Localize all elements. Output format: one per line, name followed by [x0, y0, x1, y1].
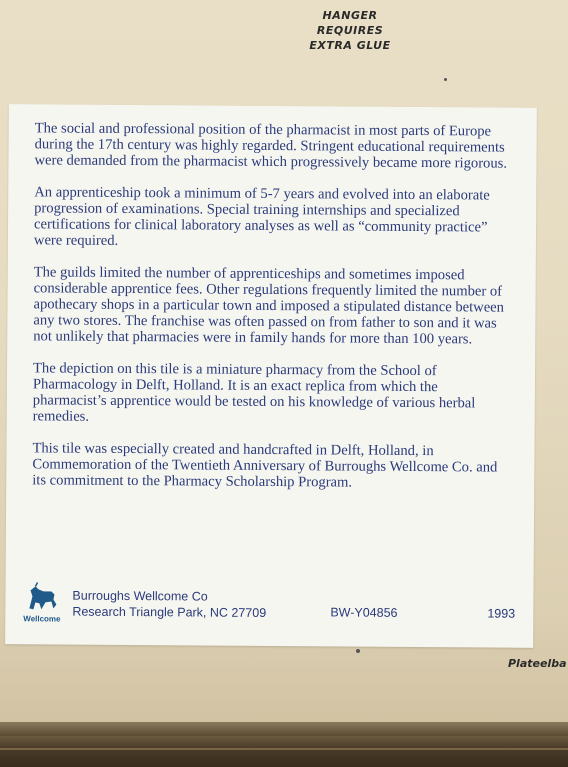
unicorn-icon: [23, 582, 63, 626]
card-footer: [5, 582, 533, 636]
info-card: [5, 104, 537, 648]
stamp-line-3: EXTRA GLUE: [309, 39, 391, 52]
paragraph-3: The guilds limited the number of apprenticeships and sometimes imposed considerable apprentice fees. Other regulations frequently limited the number of apothecary shops in a particular town and imposed a stipulated distance between any two stores. The franchise was often passed on from father to son and it was not unlikely that pharmacies were in family hands for more than 100 years.: [33, 264, 505, 348]
paragraph-2: An apprenticeship took a minimum of 5-7 years and evolved into an elaborate progression of examinations. Special training internships and specialized certifications for clinical laboratory analyses as well as “community practice” were required.: [33, 184, 490, 249]
wood-shelf: [0, 736, 568, 767]
paragraph-4: The depiction on this tile is a miniature pharmacy from the School of Pharmacology in Delft, Holland. It is an exact replica from which the pharmacist’s apprentice would be tested on his knowledge of various herbal remedies.: [32, 360, 476, 425]
stamp-line-1: HANGER: [322, 9, 378, 22]
card-body: [32, 120, 515, 507]
paragraph-5: This tile was especially created and handcrafted in Delft, Holland, in Commemoration of the Twentieth Anniversary of Burroughs Wellcome Co. and its commitment to the Pharmacy Scholarship Program.: [32, 440, 498, 491]
bottom-label: Plateelba: [508, 657, 567, 670]
company-block: [72, 588, 266, 621]
speck: [444, 78, 447, 81]
shelf-groove: [0, 748, 568, 750]
company-address: Research Triangle Park, NC 27709: [72, 604, 267, 620]
stamp-line-2: REQUIRES: [316, 24, 384, 37]
speck: [356, 649, 360, 653]
frame-edge: [0, 722, 568, 736]
paragraph-1: The social and professional position of the pharmacist in most parts of Europe during the 17th century was highly regarded. Stringent educational requirements were demanded from the pharmacist which progressively became more rigorous.: [34, 120, 508, 172]
product-code: BW-Y04856: [330, 605, 398, 620]
handwritten-stamp: [290, 8, 410, 53]
logo-wordmark: Wellcome: [23, 614, 61, 624]
year: 1993: [487, 606, 516, 621]
company-name: Burroughs Wellcome Co: [72, 588, 208, 604]
